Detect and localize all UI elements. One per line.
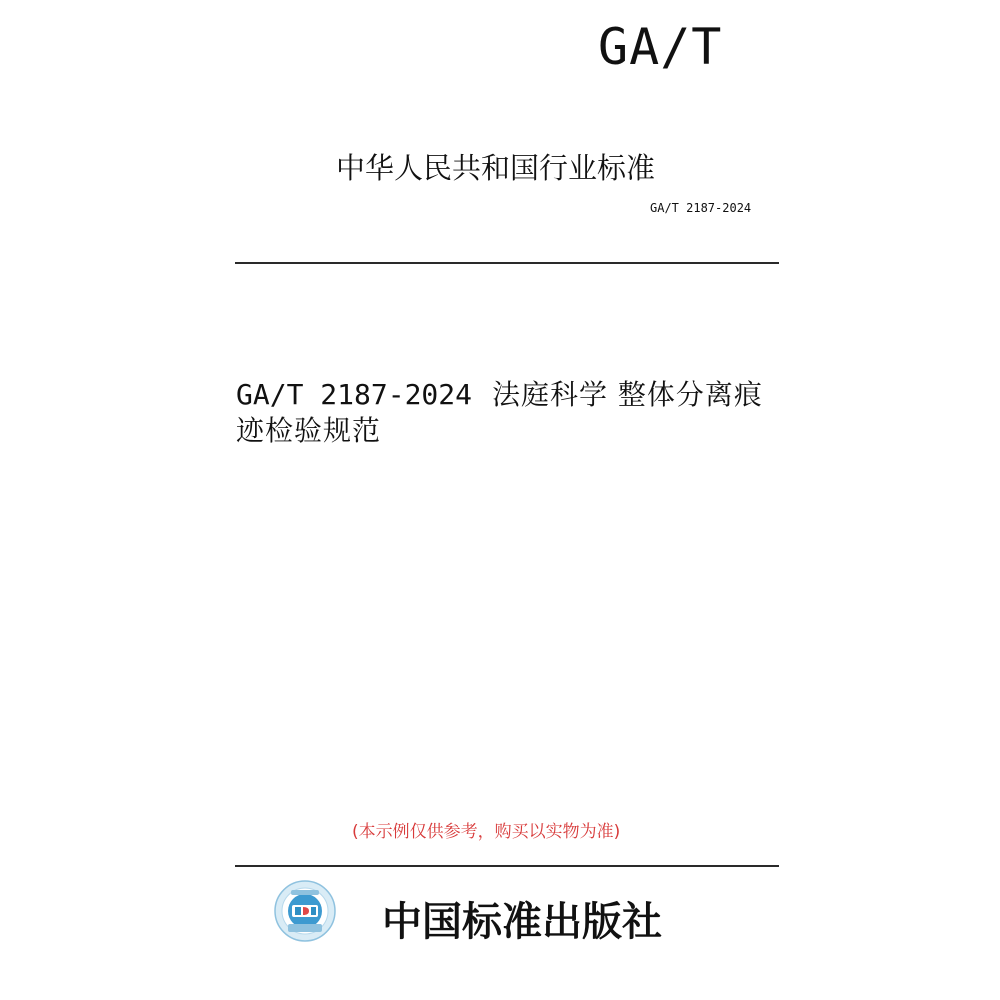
standard-category-code: GA/T bbox=[598, 18, 723, 76]
document-title-text: 法庭科学 整体分离痕迹检验规范 bbox=[236, 378, 763, 447]
top-divider bbox=[235, 262, 779, 264]
bottom-divider bbox=[235, 865, 779, 867]
sample-disclaimer: (本示例仅供参考，购买以实物为准) bbox=[352, 822, 621, 842]
publisher-name: 中国标准出版社 bbox=[382, 898, 662, 945]
publisher-seal-icon bbox=[274, 880, 336, 942]
document-title bbox=[236, 377, 776, 449]
document-title-code: GA/T 2187-2024 bbox=[236, 378, 473, 411]
standard-number: GA/T 2187-2024 bbox=[650, 201, 752, 215]
publisher-seal-graphic bbox=[274, 880, 336, 942]
standard-type-heading: 中华人民共和国行业标准 bbox=[336, 151, 656, 185]
